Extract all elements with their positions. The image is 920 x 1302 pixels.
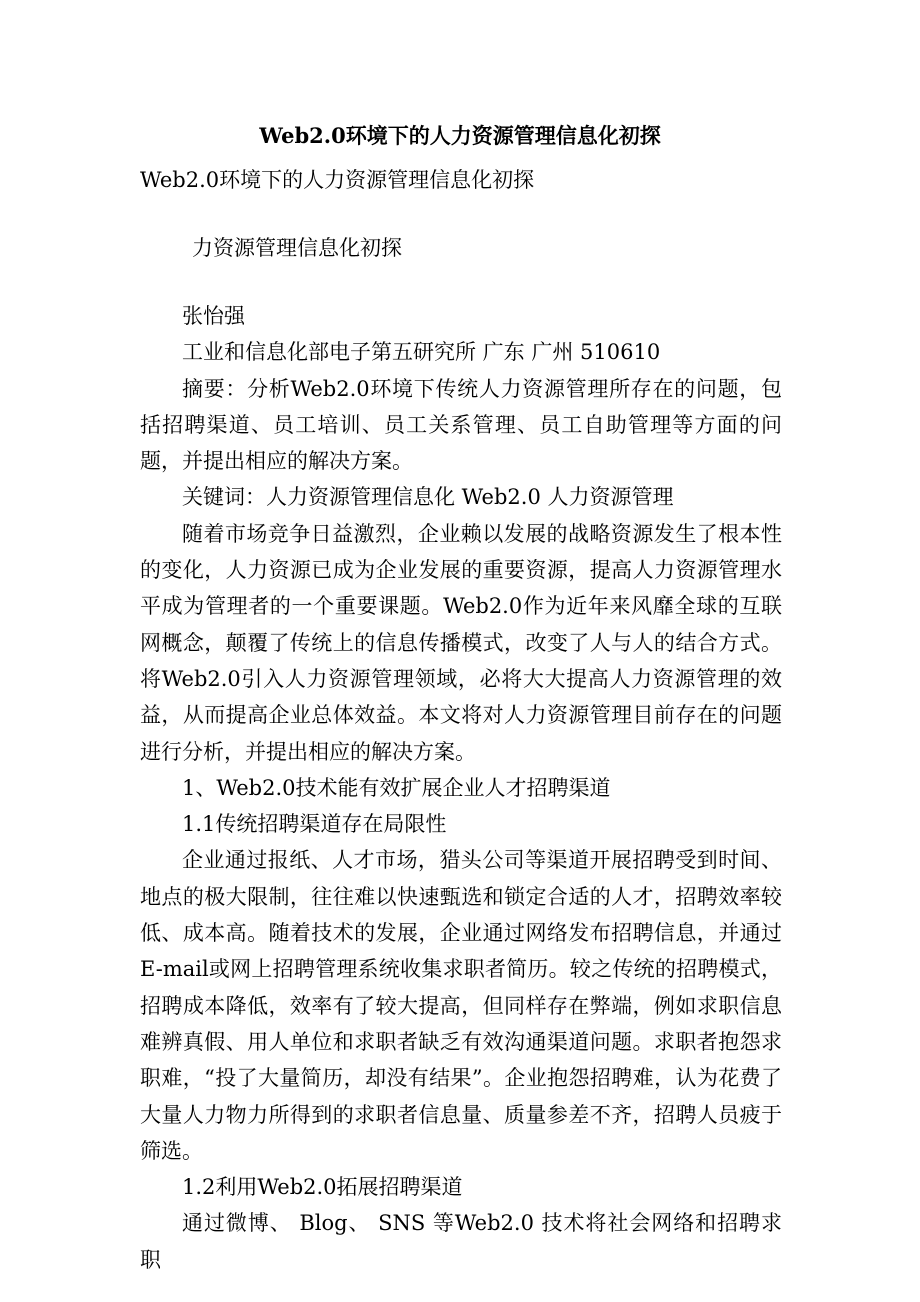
section-heading-1: 1、Web2.0技术能有效扩展企业人才招聘渠道 bbox=[182, 775, 611, 800]
abstract-paragraph: 摘要：分析Web2.0环境下传统人力资源管理所存在的问题，包括招聘渠道、员工培训、员工关系管理、员工自助管理等方面的问题，并提出相应的解决方案。 bbox=[140, 376, 782, 474]
keywords-paragraph: 关键词：人力资源管理信息化 Web2.0 人力资源管理 bbox=[182, 485, 674, 510]
author-affiliation: 工业和信息化部电子第五研究所 广东 广州 510610 bbox=[182, 340, 661, 365]
subsection-heading-1-1: 1.1传统招聘渠道存在局限性 bbox=[182, 812, 447, 837]
subsection-heading-1-2: 1.2利用Web2.0拓展招聘渠道 bbox=[182, 1175, 463, 1200]
author-name: 张怡强 bbox=[182, 304, 245, 328]
heading-fragment: 力资源管理信息化初探 bbox=[192, 236, 402, 260]
document-title: Web2.0环境下的人力资源管理信息化初探 bbox=[259, 123, 661, 148]
body-text bbox=[140, 298, 782, 1278]
document-subtitle: Web2.0环境下的人力资源管理信息化初探 bbox=[140, 168, 535, 192]
intro-paragraph: 随着市场竞争日益激烈，企业赖以发展的战略资源发生了根本性的变化，人力资源已成为企业发展的重要资源，提高人力资源管理水平成为管理者的一个重要课题。Web2.0作为近年来风靡全球的互联网概念，颠覆了传统上的信息传播模式，改变了人与人的结合方式。将Web2.0引入人力资源管理领域，必将大大提高人力资源管理的效益，从而提高企业总体效益。本文将对人力资源管理目前存在的问题进行分析，并提出相应的解决方案。 bbox=[140, 521, 782, 764]
section-1-2-paragraph: 通过微博、 Blog、 SNS 等Web2.0 技术将社会网络和招聘求职 bbox=[140, 1211, 782, 1272]
section-1-1-paragraph: 企业通过报纸、人才市场，猎头公司等渠道开展招聘受到时间、地点的极大限制，往往难以快速甄选和锁定合适的人才，招聘效率较低、成本高。随着技术的发展，企业通过网络发布招聘信息，并通过E-mail或网上招聘管理系统收集求职者简历。较之传统的招聘模式，招聘成本降低，效率有了较大提高，但同样存在弊端，例如求职信息难辨真假、用人单位和求职者缺乏有效沟通渠道问题。求职者抱怨求职难，“投了大量简历，却没有结果”。企业抱怨招聘难，认为花费了大量人力物力所得到的求职者信息量、质量参差不齐，招聘人员疲于筛选。 bbox=[140, 848, 782, 1163]
